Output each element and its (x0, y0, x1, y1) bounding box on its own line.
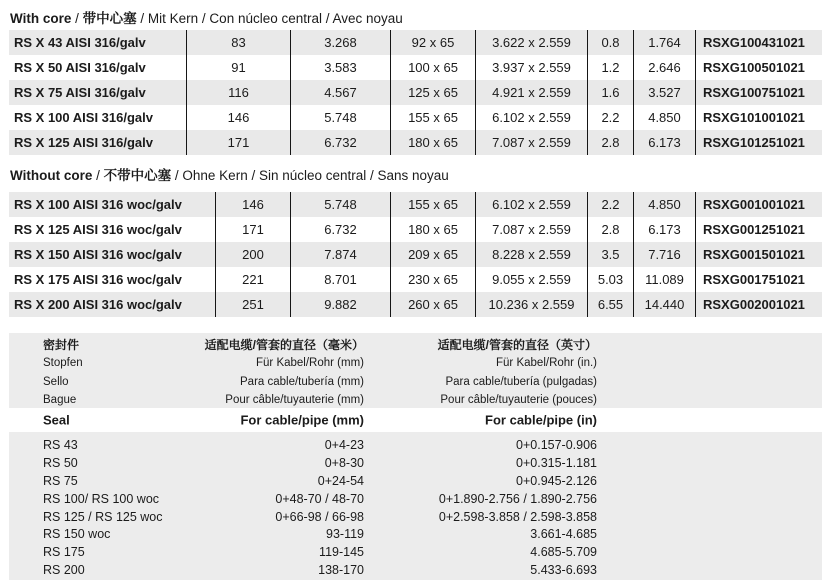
table-cell: 6.732 (290, 217, 390, 242)
header-seal-label: Seal (43, 412, 70, 428)
table-without-core (9, 192, 822, 317)
cell-seal-name: RS 100/ RS 100 woc (43, 491, 160, 506)
header-line-fr: Bague (43, 393, 77, 406)
table-cell: 4.850 (633, 192, 695, 217)
table-cell: 5.03 (587, 267, 633, 292)
table-row (9, 105, 822, 130)
table-row (9, 55, 822, 80)
table-row (9, 437, 822, 455)
table-row (9, 267, 822, 292)
header-line-de: Stopfen (43, 357, 83, 370)
header-line-cjk: 适配电缆/管套的直径（毫米） (204, 338, 364, 352)
table-cell: 209 x 65 (390, 242, 475, 267)
section-title-without-core (10, 164, 449, 184)
table-row (9, 217, 822, 242)
table-cell: 100 x 65 (390, 55, 475, 80)
cell-model: RS X 100 AISI 316/galv (14, 110, 153, 125)
table-row (9, 491, 822, 509)
table-cell: 7.874 (290, 242, 390, 267)
table-cell: 83 (186, 30, 290, 55)
cell-range-in: 0+2.598-3.858 / 2.598-3.858 (438, 509, 597, 524)
table-cell: 2.2 (587, 192, 633, 217)
table-cell: 251 (215, 292, 290, 317)
table-cell: 3.527 (633, 80, 695, 105)
section-title-en: With core (10, 11, 72, 26)
table-row (9, 30, 822, 55)
table-cell: 6.102 x 2.559 (475, 105, 587, 130)
cell-part-number: RSXG001001021 (695, 192, 822, 217)
cell-model: RS X 50 AISI 316/galv (14, 60, 146, 75)
table-cell: 10.236 x 2.559 (475, 292, 587, 317)
section-title-cjk: 带中心塞 (82, 11, 137, 26)
table-cell: 4.850 (633, 105, 695, 130)
table-cell: 91 (186, 55, 290, 80)
table-cell: 155 x 65 (390, 192, 475, 217)
cell-range-mm: 93-119 (326, 527, 364, 542)
header-line-cjk: 适配电缆/管套的直径（英寸） (437, 338, 597, 352)
table-cell: 7.716 (633, 242, 695, 267)
table-cell: 6.732 (290, 130, 390, 155)
cell-range-in: 0+1.890-2.756 / 1.890-2.756 (438, 491, 597, 506)
table-cell: 6.173 (633, 130, 695, 155)
cell-model: RS X 125 AISI 316/galv (14, 135, 153, 150)
section-title-with-core (10, 7, 403, 27)
cell-part-number: RSXG001751021 (695, 267, 822, 292)
table-cell: 3.937 x 2.559 (475, 55, 587, 80)
title-separator: / (171, 168, 183, 183)
table-cell: 1.764 (633, 30, 695, 55)
cell-part-number: RSXG001251021 (695, 217, 822, 242)
table-cell: 7.087 x 2.559 (475, 130, 587, 155)
header-line-es: Sello (43, 375, 69, 388)
table-cell: 4.567 (290, 80, 390, 105)
cell-range-mm: 119-145 (319, 545, 364, 560)
table-row (9, 292, 822, 317)
cell-seal-name: RS 200 (43, 563, 85, 578)
cell-model: RS X 75 AISI 316/galv (14, 85, 146, 100)
cell-model: RS X 200 AISI 316 woc/galv (14, 297, 182, 312)
table-cell: 6.102 x 2.559 (475, 192, 587, 217)
table-row (9, 509, 822, 527)
table-cell: 92 x 65 (390, 30, 475, 55)
cell-range-mm: 0+48-70 / 48-70 (275, 491, 364, 506)
header-line-es: Para cable/tubería (mm) (240, 375, 364, 388)
table-cell: 146 (186, 105, 290, 130)
cell-part-number: RSXG001501021 (695, 242, 822, 267)
table-cell: 2.8 (587, 130, 633, 155)
table-with-core (9, 30, 822, 155)
table-cell: 9.055 x 2.559 (475, 267, 587, 292)
table-cell: 0.8 (587, 30, 633, 55)
table-cell: 2.646 (633, 55, 695, 80)
cell-range-in: 4.685-5.709 (530, 545, 597, 560)
cell-range-in: 5.433-6.693 (530, 563, 597, 578)
cell-seal-name: RS 150 woc (43, 527, 111, 542)
title-separator: / (136, 11, 148, 26)
table-row (9, 192, 822, 217)
header-line-de: Für Kabel/Rohr (mm) (256, 357, 364, 370)
section-title-rest: Ohne Kern / Sin núcleo central / Sans noyau (182, 168, 449, 183)
cell-part-number: RSXG100501021 (695, 55, 822, 80)
table-cell: 7.087 x 2.559 (475, 217, 587, 242)
table-cell: 2.2 (587, 105, 633, 130)
cell-seal-name: RS 50 (43, 455, 78, 470)
cell-model: RS X 43 AISI 316/galv (14, 35, 146, 50)
cell-range-in: 3.661-4.685 (530, 527, 597, 542)
table-cell: 5.748 (290, 105, 390, 130)
section-title-cjk: 不带中心塞 (103, 168, 172, 183)
table-cell: 6.55 (587, 292, 633, 317)
table-cell: 8.228 x 2.559 (475, 242, 587, 267)
table-row (9, 242, 822, 267)
table-cell: 180 x 65 (390, 130, 475, 155)
table-row (9, 562, 822, 580)
section-title-rest: Mit Kern / Con núcleo central / Avec noyau (147, 11, 403, 26)
header-in-label: For cable/pipe (in) (485, 412, 597, 428)
cell-range-in: 0+0.945-2.126 (516, 473, 597, 488)
header-line-es: Para cable/tubería (pulgadas) (445, 375, 597, 388)
header-line-de: Für Kabel/Rohr (in.) (496, 357, 597, 370)
table-cell: 8.701 (290, 267, 390, 292)
cell-range-in: 0+0.315-1.181 (516, 455, 597, 470)
header-line-fr: Pour câble/tuyauterie (mm) (225, 393, 364, 406)
seal-header-col-in (438, 336, 597, 409)
header-line-cjk: 密封件 (43, 338, 80, 352)
cell-range-in: 0+0.157-0.906 (516, 438, 597, 452)
table-cell: 200 (215, 242, 290, 267)
cell-part-number: RSXG002001021 (695, 292, 822, 317)
section-title-en: Without core (10, 168, 93, 183)
table-cell: 155 x 65 (390, 105, 475, 130)
table-row (9, 473, 822, 491)
table-cell: 4.921 x 2.559 (475, 80, 587, 105)
table-cell: 2.8 (587, 217, 633, 242)
table-cell: 125 x 65 (390, 80, 475, 105)
title-separator: / (71, 11, 83, 26)
cell-range-mm: 0+8-30 (324, 455, 364, 470)
header-mm-label: For cable/pipe (mm) (240, 412, 364, 428)
table-cell: 180 x 65 (390, 217, 475, 242)
cell-part-number: RSXG101001021 (695, 105, 822, 130)
cell-part-number: RSXG100751021 (695, 80, 822, 105)
cell-model: RS X 150 AISI 316 woc/galv (14, 247, 182, 262)
table-cell: 5.748 (290, 192, 390, 217)
table-cell: 146 (215, 192, 290, 217)
table-cell: 221 (215, 267, 290, 292)
table-row (9, 80, 822, 105)
table-cell: 3.622 x 2.559 (475, 30, 587, 55)
table-cell: 6.173 (633, 217, 695, 242)
seal-table-data-block (9, 432, 822, 580)
seal-header-col-seal (43, 336, 83, 409)
cell-part-number: RSXG100431021 (695, 30, 822, 55)
table-row (9, 455, 822, 473)
table-row (9, 526, 822, 544)
seal-table-header-block (9, 333, 822, 408)
table-cell: 3.5 (587, 242, 633, 267)
cell-part-number: RSXG101251021 (695, 130, 822, 155)
table-cell: 11.089 (633, 267, 695, 292)
table-row (9, 130, 822, 155)
table-cell: 3.268 (290, 30, 390, 55)
cell-range-mm: 138-170 (318, 563, 364, 578)
cell-range-mm: 0+4-23 (324, 438, 364, 452)
table-cell: 230 x 65 (390, 267, 475, 292)
table-row (9, 544, 822, 562)
table-cell: 3.583 (290, 55, 390, 80)
cell-seal-name: RS 43 (43, 438, 78, 452)
cell-range-mm: 0+66-98 / 66-98 (275, 509, 364, 524)
title-separator: / (92, 168, 104, 183)
table-cell: 1.6 (587, 80, 633, 105)
seal-table-english-header-row (9, 408, 822, 432)
table-cell: 116 (186, 80, 290, 105)
cell-range-mm: 0+24-54 (317, 473, 364, 488)
seal-header-col-mm (205, 336, 364, 409)
table-cell: 171 (215, 217, 290, 242)
header-line-fr: Pour câble/tuyauterie (pouces) (440, 393, 597, 406)
cell-seal-name: RS 125 / RS 125 woc (43, 509, 163, 524)
table-cell: 171 (186, 130, 290, 155)
cell-seal-name: RS 175 (43, 545, 85, 560)
table-cell: 9.882 (290, 292, 390, 317)
cell-model: RS X 100 AISI 316 woc/galv (14, 197, 182, 212)
table-cell: 14.440 (633, 292, 695, 317)
cell-model: RS X 175 AISI 316 woc/galv (14, 272, 182, 287)
cell-seal-name: RS 75 (43, 473, 78, 488)
table-cell: 1.2 (587, 55, 633, 80)
cell-model: RS X 125 AISI 316 woc/galv (14, 222, 182, 237)
table-cell: 260 x 65 (390, 292, 475, 317)
